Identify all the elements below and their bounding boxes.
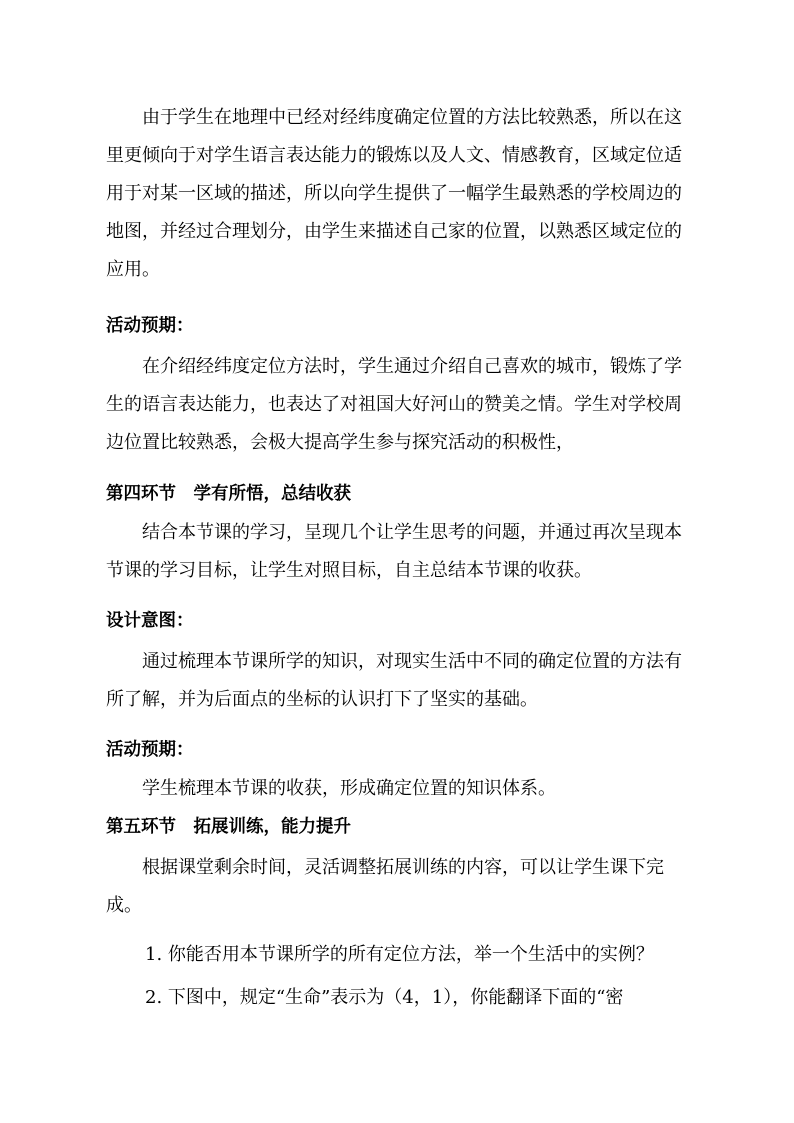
- heading-text: 第四环节 学有所悟，总结收获: [106, 484, 351, 504]
- paragraph-design-intent: [106, 643, 691, 719]
- paragraph-text: 根据课堂剩余时间，灵活调整拓展训练的内容，可以让学生课下完成。: [106, 857, 664, 916]
- heading-design-intent: [106, 609, 691, 633]
- question-text: 2. 下图中，规定“生命”表示为（4，1），你能翻译下面的“密: [145, 987, 624, 1008]
- question-two: [145, 986, 705, 1010]
- paragraph-geography-context: [106, 99, 691, 289]
- paragraph-activity-expectation: [106, 348, 691, 462]
- paragraph-text: 学生梳理本节课的收获，形成确定位置的知识体系。: [142, 778, 556, 799]
- heading-section-five: [106, 815, 691, 839]
- heading-activity-expectation-2: [106, 738, 691, 762]
- paragraph-text: 在介绍经纬度定位方法时，学生通过介绍自己喜欢的城市，锻炼了学生的语言表达能力，也表达了对祖国大好河山的赞美之情。学生对学校周边位置比较熟悉，会极大提高学生参与探究活动的积极性，: [106, 356, 682, 453]
- paragraph-text: 结合本节课的学习，呈现几个让学生思考的问题，并通过再次呈现本节课的学习目标，让学生对照目标，自主总结本节课的收获。: [106, 522, 682, 581]
- heading-section-four: [106, 482, 691, 506]
- heading-text: 设计意图：: [106, 611, 194, 631]
- question-one: [145, 943, 705, 967]
- heading-text: 第五环节 拓展训练，能力提升: [106, 817, 351, 837]
- heading-text: 活动预期：: [106, 740, 194, 760]
- question-text: 1. 你能否用本节课所学的所有定位方法，举一个生活中的实例？: [145, 944, 654, 965]
- paragraph-section-four: [106, 514, 691, 590]
- paragraph-section-five: [106, 849, 691, 925]
- paragraph-text: 由于学生在地理中已经对经纬度确定位置的方法比较熟悉，所以在这里更倾向于对学生语言表达能力的锻炼以及人文、情感教育，区域定位适用于对某一区域的描述，所以向学生提供了一幅学生最熟悉的学校周边的地图，并经过合理划分，由学生来描述自己家的位置，以熟悉区域定位的应用。: [106, 107, 682, 280]
- paragraph-text: 通过梳理本节课所学的知识，对现实生活中不同的确定位置的方法有所了解，并为后面点的坐标的认识打下了坚实的基础。: [106, 651, 682, 710]
- paragraph-activity-expectation-2: [106, 770, 691, 808]
- heading-activity-expectation: [106, 314, 691, 338]
- heading-text: 活动预期：: [106, 316, 194, 336]
